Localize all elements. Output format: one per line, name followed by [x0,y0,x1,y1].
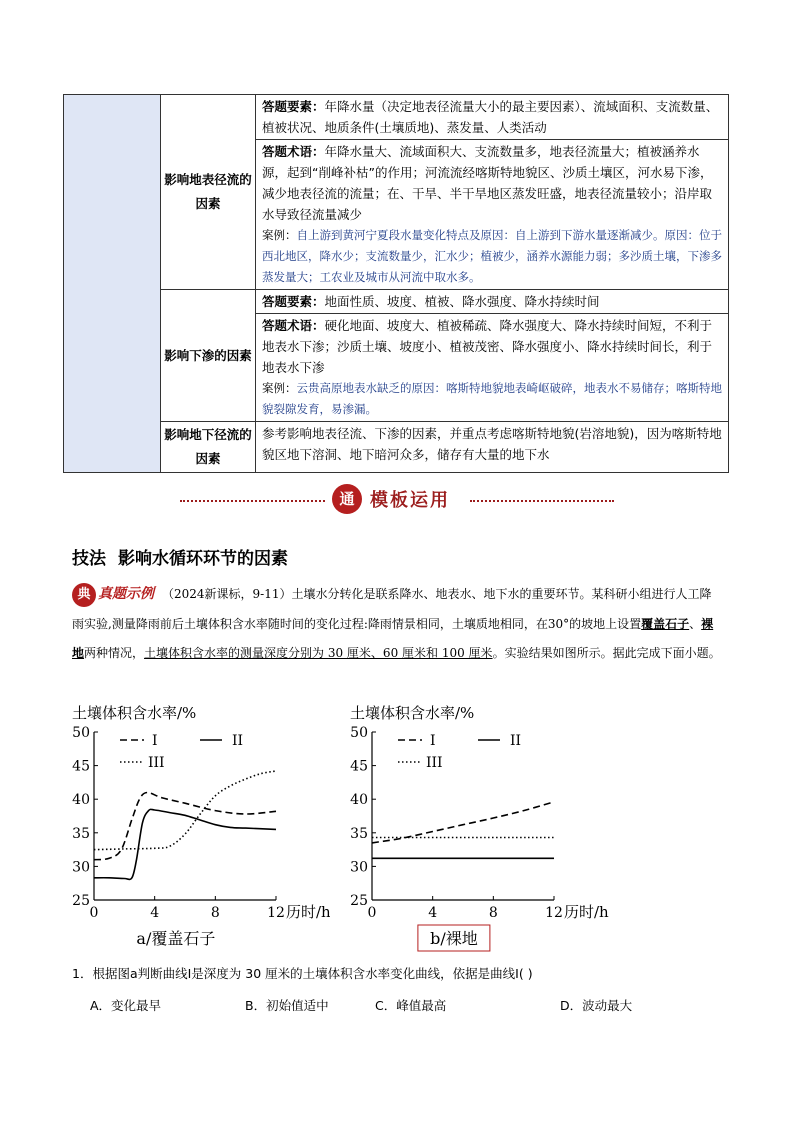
legend-label-ii: II [232,733,244,749]
series-line-ii [94,809,276,879]
option-c[interactable]: C．峰值最高 [375,998,447,1013]
series-line-i [372,802,554,843]
legend-label-iii: III [148,755,165,771]
category-groundwater: 影响地下径流的因素 [161,422,256,473]
chart-b [338,700,638,959]
knowledge-table [63,94,729,473]
legend-label-ii: II [510,733,522,749]
surface-elements-cell: 答题要素：年降水量（决定地表径流量大小的最主要因素）、流域面积、支流数量、植被状况、地质条件(土壤质地)、蒸发量、人类活动 [256,95,729,140]
table-blue-column [64,95,161,473]
y-tick-label: 45 [350,758,368,775]
y-tick-label: 35 [72,825,90,842]
x-axis-label: 历时/h [286,903,330,921]
y-tick-label: 50 [72,725,90,741]
option-a[interactable]: A．变化最早 [90,998,162,1013]
x-tick-label: 0 [367,905,377,921]
y-tick-label: 30 [72,859,90,876]
y-axis-label: 土壤体积含水率/% [72,704,197,722]
template-banner [180,484,614,518]
y-tick-label: 40 [72,792,90,809]
x-tick-label: 4 [150,905,160,921]
option-d[interactable]: D．波动最大 [560,998,633,1013]
dian-badge-icon: 典 [72,583,96,607]
question-1: 1．根据图a判断曲线Ⅰ是深度为 30 厘米的土壤体积含水率变化曲线，依据是曲线Ⅰ( ) [72,966,533,981]
y-tick-label: 30 [350,859,368,876]
x-axis-label: 历时/h [564,903,609,921]
infiltration-elements-cell: 答题要素：地面性质、坡度、植被、降水强度、降水持续时间 [256,290,729,314]
banner-right-line [470,500,614,502]
y-tick-label: 25 [72,893,90,909]
example-intro: 典 真题示例 （2024新课标，9-11）土壤水分转化是联系降水、地表水、地下水的重要环节。某科研小组进行人工降雨实验,测量降雨前后土壤体积含水率随时间的变化过程:降雨情景相同，土壤质地相同，在30°的坡地上设置覆盖石子、裸地两种情况，土壤体积含水率的测量深度分别为 30 厘米、60 厘米和 100 厘米。实验结果如图所示。据此完成下面小题。 [72,580,722,669]
category-infiltration: 影响下渗的因素 [161,290,256,422]
banner-title: 模板运用 [370,490,450,511]
x-tick-label: 0 [89,905,99,921]
series-line-iii [94,771,276,850]
y-tick-label: 50 [350,725,368,741]
chart-caption: a/覆盖石子 [136,929,216,948]
chart-caption: b/裸地 [430,929,478,948]
x-tick-label: 12 [545,905,563,921]
y-tick-label: 35 [350,825,368,842]
section-heading: 技法 影响水循环环节的因素 [72,549,288,569]
x-tick-label: 8 [210,905,220,921]
groundwater-cell: 参考影响地表径流、下渗的因素，并重点考虑喀斯特地貌(岩溶地貌)，因为喀斯特地貌区地下溶洞、地下暗河众多，储存有大量的地下水 [256,422,729,473]
chart-a-svg [60,700,330,955]
banner-left-line [180,500,325,502]
y-tick-label: 45 [72,758,90,775]
legend-label-i: I [152,733,158,749]
x-tick-label: 8 [488,905,498,921]
tong-badge-icon: 通 [332,484,362,514]
chart-b-svg [338,700,638,955]
category-surface-runoff: 影响地表径流的因素 [161,95,256,290]
x-tick-label: 12 [267,905,285,921]
series-line-i [94,792,276,859]
y-axis-label: 土壤体积含水率/% [350,704,475,722]
example-tag: 真题示例 [98,586,154,602]
legend-label-i: I [430,733,436,749]
legend-label-iii: III [426,755,443,771]
y-tick-label: 40 [350,792,368,809]
option-b[interactable]: B．初始值适中 [245,998,329,1013]
x-tick-label: 4 [428,905,438,921]
surface-terms-cell: 答题术语：年降水量大、流域面积大、支流数量多，地表径流量大；植被涵养水源，起到“削峰补枯”的作用；河流流经喀斯特地貌区、沙质土壤区，河水易下渗，减少地表径流的流量；在、干旱、半干旱地区蒸发旺盛，地表径流量较小；沿岸取水导致径流量减少 案例：自上游到黄河宁夏段水量变化特点及原因：自上游到下游水量逐渐减少。原因：位于西北地区，降水少；支流数量少，汇水少；植被少，涵养水源能力弱；多沙质土壤，下渗多蒸发量大；工农业及城市从河流中取水多。 [256,140,729,290]
chart-a [60,700,330,959]
y-tick-label: 25 [350,893,368,909]
infiltration-terms-cell: 答题术语：硬化地面、坡度大、植被稀疏、降水强度大、降水持续时间短，不利于地表水下渗；沙质土壤、坡度小、植被茂密、降水强度小、降水持续时间长，利于地表水下渗 案例：云贵高原地表水缺乏的原因：喀斯特地貌地表崎岖破碎，地表水不易储存；喀斯特地貌裂隙发育，易渗漏。 [256,314,729,422]
